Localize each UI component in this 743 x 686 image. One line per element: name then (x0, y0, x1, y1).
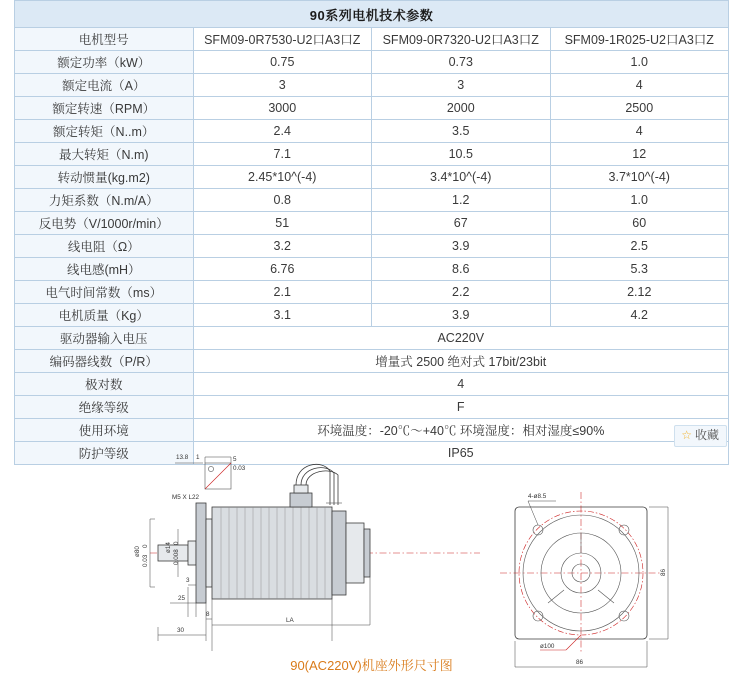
row-value: 2.1 (193, 281, 372, 304)
row-value: AC220V (193, 327, 729, 350)
dim-screw-note: M5 X L22 (172, 494, 199, 501)
row-value: F (193, 396, 729, 419)
row-value: SFM09-1R025-U2口A3口Z (550, 28, 729, 51)
row-value: 环境温度：-20℃～+40℃ 环境湿度：相对湿度≤90% (193, 419, 729, 442)
row-label: 额定功率（kW） (15, 51, 194, 74)
table-title-row (15, 1, 729, 28)
row-label: 绝缘等级 (15, 396, 194, 419)
row-value: 3.9 (372, 304, 551, 327)
dim-right-pcd: ø100 (540, 643, 555, 650)
table-row (15, 327, 729, 350)
dim-len-3: 3 (186, 577, 190, 584)
row-label: 线电阻（Ω） (15, 235, 194, 258)
row-label: 防护等级 (15, 442, 194, 465)
favorite-label: 收藏 (694, 428, 719, 442)
row-value: 4 (193, 373, 729, 396)
table-row (15, 373, 729, 396)
row-label: 额定电流（A） (15, 74, 194, 97)
row-value: 0.75 (193, 51, 372, 74)
table-row (15, 166, 729, 189)
row-value: 1.0 (550, 51, 729, 74)
dim-top-left-a: 13.8 (176, 454, 189, 461)
table-row (15, 28, 729, 51)
row-value: 3.5 (372, 120, 551, 143)
row-value: 67 (372, 212, 551, 235)
row-value: 3.1 (193, 304, 372, 327)
row-label: 转动惯量(kg.m2) (15, 166, 194, 189)
table-row (15, 281, 729, 304)
motor-spec-table (14, 0, 729, 465)
row-value: 2.12 (550, 281, 729, 304)
dim-right-height: 86 (660, 568, 667, 576)
row-value: 2000 (372, 97, 551, 120)
row-value: 12 (550, 143, 729, 166)
dim-pilot-tol-bot: 0.03 (142, 554, 149, 567)
row-label: 极对数 (15, 373, 194, 396)
row-label: 电机质量（Kg） (15, 304, 194, 327)
row-value: 2.2 (372, 281, 551, 304)
row-value: 3 (372, 74, 551, 97)
row-value: 8.6 (372, 258, 551, 281)
dim-top-left-b: 1 (196, 454, 200, 461)
row-value: 4 (550, 120, 729, 143)
table-row (15, 120, 729, 143)
row-value: 3 (193, 74, 372, 97)
row-value: 2.4 (193, 120, 372, 143)
table-row (15, 74, 729, 97)
row-value: 4.2 (550, 304, 729, 327)
row-label: 力矩系数（N.m/A） (15, 189, 194, 212)
row-label: 电气时间常数（ms） (15, 281, 194, 304)
row-value: 7.1 (193, 143, 372, 166)
row-value: 增量式 2500 绝对式 17bit/23bit (193, 350, 729, 373)
table-row (15, 212, 729, 235)
drawing-caption: 90(AC220V)机座外形尺寸图 (290, 658, 453, 673)
table-row (15, 350, 729, 373)
dim-shaft-tol-bot: 0.008 (173, 549, 180, 565)
row-value: SFM09-0R7320-U2口A3口Z (372, 28, 551, 51)
dim-top-left-d: 0.03 (233, 465, 246, 472)
row-label: 使用环境 (15, 419, 194, 442)
table-row (15, 143, 729, 166)
row-value: 2.45*10^(-4) (193, 166, 372, 189)
dimension-drawing (0, 445, 743, 686)
table-row (15, 258, 729, 281)
dim-right-width: 86 (576, 659, 584, 666)
row-value: 1.2 (372, 189, 551, 212)
dim-len-8: 8 (206, 611, 210, 618)
star-icon: ☆ (681, 428, 692, 442)
row-value: 3.4*10^(-4) (372, 166, 551, 189)
row-value: 60 (550, 212, 729, 235)
row-value: 6.76 (193, 258, 372, 281)
dim-len-30: 30 (177, 627, 185, 634)
row-value: 3000 (193, 97, 372, 120)
row-label: 驱动器输入电压 (15, 327, 194, 350)
row-value: 51 (193, 212, 372, 235)
row-value: 1.0 (550, 189, 729, 212)
row-value: SFM09-0R7530-U2口A3口Z (193, 28, 372, 51)
dim-right-hole: 4-ø8.5 (528, 493, 547, 500)
row-value: 3.7*10^(-4) (550, 166, 729, 189)
row-value: IP65 (193, 442, 729, 465)
dim-top-left-c: 5 (233, 456, 237, 463)
row-value: 3.9 (372, 235, 551, 258)
dim-shaft-dia: ø14 (165, 542, 172, 553)
row-label: 最大转矩（N.m) (15, 143, 194, 166)
table-row (15, 396, 729, 419)
table-row (15, 189, 729, 212)
favorite-button[interactable] (674, 425, 727, 447)
row-label: 反电势（V/1000r/min） (15, 212, 194, 235)
table-row (15, 51, 729, 74)
row-value: 4 (550, 74, 729, 97)
row-value: 2500 (550, 97, 729, 120)
dim-len-25: 25 (178, 595, 186, 602)
dim-len-la: LA (286, 617, 294, 624)
row-value: 0.73 (372, 51, 551, 74)
row-value: 5.3 (550, 258, 729, 281)
row-label: 线电感(mH） (15, 258, 194, 281)
row-value: 2.5 (550, 235, 729, 258)
row-label: 编码器线数（P/R） (15, 350, 194, 373)
dim-pilot-tol-top: 0 (142, 544, 149, 548)
table-title: 90系列电机技术参数 (15, 1, 729, 28)
row-value: 10.5 (372, 143, 551, 166)
table-row (15, 419, 729, 442)
row-label: 额定转速（RPM） (15, 97, 194, 120)
table-row (15, 97, 729, 120)
dim-pilot-dia: ø80 (134, 546, 141, 557)
row-label: 电机型号 (15, 28, 194, 51)
row-value: 3.2 (193, 235, 372, 258)
row-value: 0.8 (193, 189, 372, 212)
dim-shaft-tol-top: 0 (173, 541, 180, 545)
table-row (15, 304, 729, 327)
table-row (15, 235, 729, 258)
row-label: 额定转矩（N..m） (15, 120, 194, 143)
